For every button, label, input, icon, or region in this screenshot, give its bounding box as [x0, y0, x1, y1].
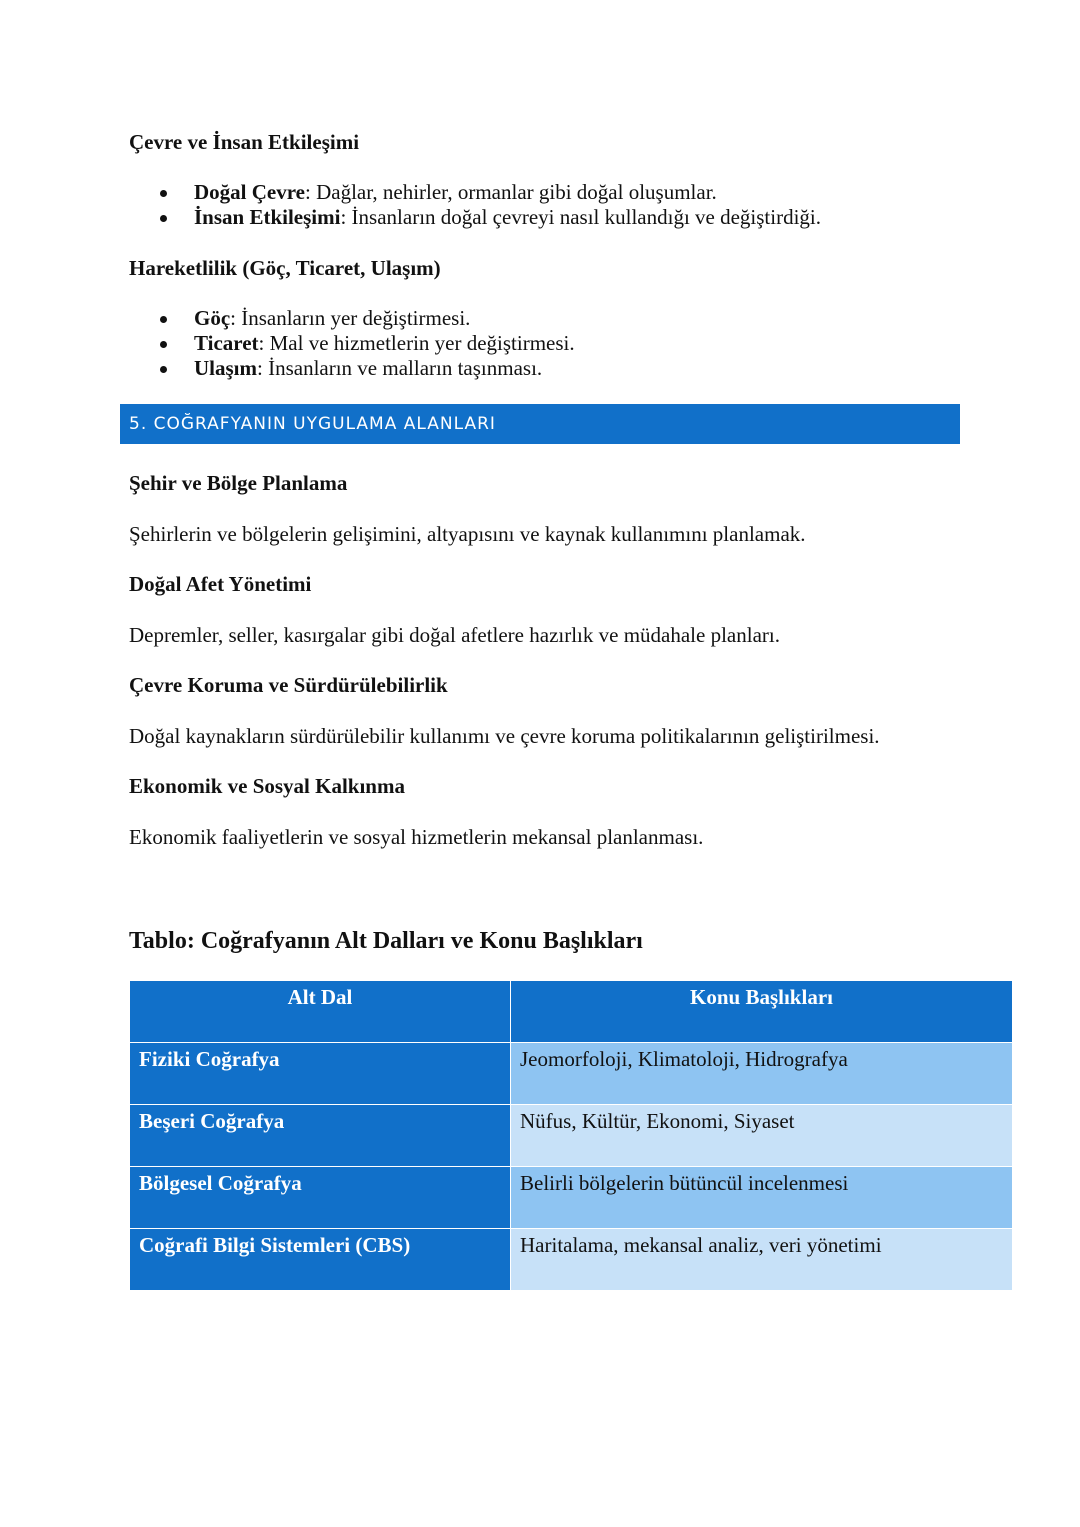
paragraph-urban-planning: Şehirlerin ve bölgelerin gelişimini, altyapısını ve kaynak kullanımını planlamak.	[129, 522, 806, 546]
subfields-table	[129, 980, 1013, 1291]
table-row	[130, 1167, 1013, 1229]
bullet-term: Göç	[194, 306, 231, 330]
heading-urban-planning: Şehir ve Bölge Planlama	[129, 471, 348, 495]
bullet-icon	[160, 341, 167, 348]
table-row	[130, 1105, 1013, 1167]
list-item	[129, 331, 575, 356]
bullet-icon	[160, 215, 167, 222]
bullet-icon	[160, 190, 167, 197]
table-header-row	[130, 981, 1013, 1043]
table-cell-subfield: Coğrafi Bilgi Sistemleri (CBS)	[130, 1229, 511, 1291]
table-cell-subfield: Beşeri Coğrafya	[130, 1105, 511, 1167]
table-cell-topics: Nüfus, Kültür, Ekonomi, Siyaset	[511, 1105, 1013, 1167]
table-title: Tablo: Coğrafyanın Alt Dalları ve Konu Başlıkları	[129, 928, 643, 954]
column-header-topics: Konu Başlıkları	[511, 981, 1013, 1043]
table-cell-topics: Haritalama, mekansal analiz, veri yönetimi	[511, 1229, 1013, 1291]
heading-environment-protection: Çevre Koruma ve Sürdürülebilirlik	[129, 673, 448, 697]
bullet-text: : İnsanların yer değiştirmesi.	[230, 306, 471, 330]
table-cell-subfield: Fiziki Coğrafya	[130, 1043, 511, 1105]
bullet-term: Doğal Çevre	[194, 180, 305, 204]
paragraph-disaster-management: Depremler, seller, kasırgalar gibi doğal afetlere hazırlık ve müdahale planları.	[129, 623, 780, 647]
column-header-subfield: Alt Dal	[130, 981, 511, 1043]
paragraph-environment-protection: Doğal kaynakların sürdürülebilir kullanımı ve çevre koruma politikalarının geliştirilmesi.	[129, 724, 880, 748]
bullet-text: : İnsanların doğal çevreyi nasıl kullandığı ve değiştirdiği.	[340, 205, 822, 229]
list-item	[129, 306, 575, 331]
list-item	[129, 205, 821, 230]
bullet-icon	[160, 316, 167, 323]
heading-environment-interaction: Çevre ve İnsan Etkileşimi	[129, 130, 360, 154]
heading-disaster-management: Doğal Afet Yönetimi	[129, 572, 312, 596]
mobility-bullet-list	[129, 306, 575, 381]
heading-economic-development: Ekonomik ve Sosyal Kalkınma	[129, 774, 405, 798]
table-cell-topics: Jeomorfoloji, Klimatoloji, Hidrografya	[511, 1043, 1013, 1105]
table-cell-topics: Belirli bölgelerin bütüncül incelenmesi	[511, 1167, 1013, 1229]
table-cell-subfield: Bölgesel Coğrafya	[130, 1167, 511, 1229]
bullet-icon	[160, 366, 167, 373]
bullet-text: : Dağlar, nehirler, ormanlar gibi doğal oluşumlar.	[305, 180, 717, 204]
bullet-term: Ulaşım	[194, 356, 257, 380]
bullet-text: : İnsanların ve malların taşınması.	[257, 356, 543, 380]
table-row	[130, 1229, 1013, 1291]
list-item	[129, 180, 821, 205]
section-header-bar: 5. COĞRAFYANIN UYGULAMA ALANLARI	[120, 404, 960, 444]
list-item	[129, 356, 575, 381]
bullet-text: : Mal ve hizmetlerin yer değiştirmesi.	[258, 331, 575, 355]
table-row	[130, 1043, 1013, 1105]
bullet-term: Ticaret	[194, 331, 259, 355]
environment-bullet-list	[129, 180, 821, 230]
paragraph-economic-development: Ekonomik faaliyetlerin ve sosyal hizmetlerin mekansal planlanması.	[129, 825, 704, 849]
heading-mobility: Hareketlilik (Göç, Ticaret, Ulaşım)	[129, 256, 441, 280]
bullet-term: İnsan Etkileşimi	[194, 205, 341, 229]
